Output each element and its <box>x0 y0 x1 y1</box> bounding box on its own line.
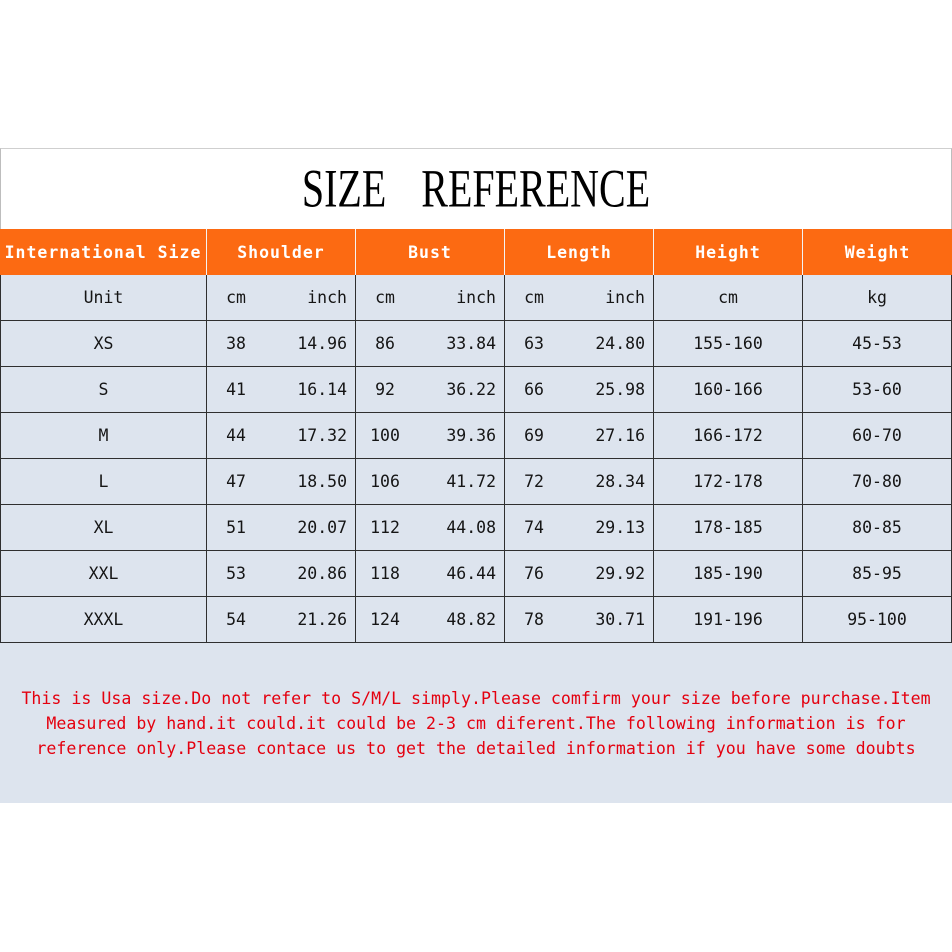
cell-bust-inch: 44.08 <box>446 518 496 537</box>
cell-bust-cm: cm <box>375 288 395 307</box>
cell-length-inch: 28.34 <box>595 472 645 491</box>
cell-shoulder-cm: 41 <box>226 380 246 399</box>
cell-weight: 53-60 <box>802 367 952 412</box>
group-length <box>504 459 653 504</box>
header-bust: Bust <box>355 229 504 275</box>
group-bust <box>355 597 504 642</box>
size-note <box>0 643 952 803</box>
cell-bust-cm: 86 <box>375 334 395 353</box>
table-row <box>0 321 952 367</box>
cell-size: XL <box>0 505 206 550</box>
group-shoulder <box>206 505 355 550</box>
cell-height: 166-172 <box>653 413 802 458</box>
cell-weight: 80-85 <box>802 505 952 550</box>
cell-height: cm <box>653 275 802 320</box>
cell-length-cm: 69 <box>524 426 544 445</box>
cell-size: XS <box>0 321 206 366</box>
unit-row <box>0 275 952 321</box>
cell-bust-inch: 46.44 <box>446 564 496 583</box>
cell-height: 160-166 <box>653 367 802 412</box>
cell-length-cm: 76 <box>524 564 544 583</box>
group-shoulder <box>206 597 355 642</box>
cell-shoulder-inch: 20.07 <box>297 518 347 537</box>
table-row <box>0 459 952 505</box>
header-weight: Weight <box>802 229 952 275</box>
group-shoulder <box>206 275 355 320</box>
group-bust <box>355 413 504 458</box>
cell-length-inch: 29.13 <box>595 518 645 537</box>
group-length <box>504 321 653 366</box>
table-row <box>0 551 952 597</box>
group-bust <box>355 275 504 320</box>
group-bust <box>355 459 504 504</box>
cell-height: 172-178 <box>653 459 802 504</box>
page-title: SIZE REFERENCE <box>301 157 651 219</box>
cell-size: M <box>0 413 206 458</box>
cell-size: S <box>0 367 206 412</box>
cell-weight: kg <box>802 275 952 320</box>
cell-shoulder-inch: 14.96 <box>297 334 347 353</box>
cell-weight: 85-95 <box>802 551 952 596</box>
cell-bust-cm: 118 <box>370 564 400 583</box>
title-bar <box>0 148 952 229</box>
cell-bust-inch: 33.84 <box>446 334 496 353</box>
cell-height: 155-160 <box>653 321 802 366</box>
group-length <box>504 275 653 320</box>
cell-bust-inch: 39.36 <box>446 426 496 445</box>
header-row <box>0 229 952 275</box>
group-bust <box>355 367 504 412</box>
cell-shoulder-inch: inch <box>307 288 347 307</box>
cell-length-cm: 63 <box>524 334 544 353</box>
cell-weight: 95-100 <box>802 597 952 642</box>
group-bust <box>355 321 504 366</box>
cell-height: 178-185 <box>653 505 802 550</box>
cell-weight: 60-70 <box>802 413 952 458</box>
cell-length-cm: 72 <box>524 472 544 491</box>
cell-length-inch: 24.80 <box>595 334 645 353</box>
cell-shoulder-inch: 21.26 <box>297 610 347 629</box>
table-row <box>0 413 952 459</box>
cell-size: XXXL <box>0 597 206 642</box>
size-chart <box>0 148 952 803</box>
cell-length-inch: 30.71 <box>595 610 645 629</box>
group-shoulder <box>206 413 355 458</box>
cell-shoulder-inch: 18.50 <box>297 472 347 491</box>
header-height: Height <box>653 229 802 275</box>
cell-length-cm: 74 <box>524 518 544 537</box>
header-shoulder: Shoulder <box>206 229 355 275</box>
group-shoulder <box>206 551 355 596</box>
cell-length-inch: 29.92 <box>595 564 645 583</box>
cell-shoulder-cm: 53 <box>226 564 246 583</box>
group-bust <box>355 505 504 550</box>
cell-bust-cm: 106 <box>370 472 400 491</box>
cell-shoulder-cm: 51 <box>226 518 246 537</box>
group-length <box>504 551 653 596</box>
group-bust <box>355 551 504 596</box>
group-length <box>504 597 653 642</box>
cell-size: XXL <box>0 551 206 596</box>
cell-bust-cm: 92 <box>375 380 395 399</box>
group-length <box>504 367 653 412</box>
cell-shoulder-cm: 38 <box>226 334 246 353</box>
group-length <box>504 413 653 458</box>
table-row <box>0 367 952 413</box>
cell-bust-inch: 48.82 <box>446 610 496 629</box>
cell-weight: 45-53 <box>802 321 952 366</box>
header-international-size: International Size <box>4 242 202 262</box>
cell-unit-label: Unit <box>0 275 206 320</box>
group-shoulder <box>206 367 355 412</box>
cell-bust-cm: 124 <box>370 610 400 629</box>
note-line: This is Usa size.Do not refer to S/M/L simply.Please comfirm your size before purchase.Item <box>21 689 931 708</box>
cell-bust-inch: 36.22 <box>446 380 496 399</box>
cell-bust-inch: 41.72 <box>446 472 496 491</box>
cell-length-inch: 27.16 <box>595 426 645 445</box>
cell-bust-cm: 100 <box>370 426 400 445</box>
cell-size: L <box>0 459 206 504</box>
cell-length-inch: inch <box>605 288 645 307</box>
cell-weight: 70-80 <box>802 459 952 504</box>
cell-shoulder-inch: 17.32 <box>297 426 347 445</box>
cell-length-cm: cm <box>524 288 544 307</box>
cell-shoulder-cm: cm <box>226 288 246 307</box>
cell-length-cm: 66 <box>524 380 544 399</box>
group-shoulder <box>206 459 355 504</box>
cell-height: 185-190 <box>653 551 802 596</box>
note-line: Measured by hand.it could.it could be 2-3 cm diferent.The following information is for <box>46 714 906 733</box>
table-row <box>0 505 952 551</box>
cell-length-cm: 78 <box>524 610 544 629</box>
cell-length-inch: 25.98 <box>595 380 645 399</box>
cell-shoulder-cm: 54 <box>226 610 246 629</box>
table-row <box>0 597 952 643</box>
cell-shoulder-cm: 47 <box>226 472 246 491</box>
cell-shoulder-inch: 20.86 <box>297 564 347 583</box>
cell-shoulder-cm: 44 <box>226 426 246 445</box>
cell-height: 191-196 <box>653 597 802 642</box>
cell-shoulder-inch: 16.14 <box>297 380 347 399</box>
header-length: Length <box>504 229 653 275</box>
group-shoulder <box>206 321 355 366</box>
group-length <box>504 505 653 550</box>
cell-bust-inch: inch <box>456 288 496 307</box>
cell-bust-cm: 112 <box>370 518 400 537</box>
note-line: reference only.Please contace us to get the detailed information if you have some doubts <box>36 739 916 758</box>
